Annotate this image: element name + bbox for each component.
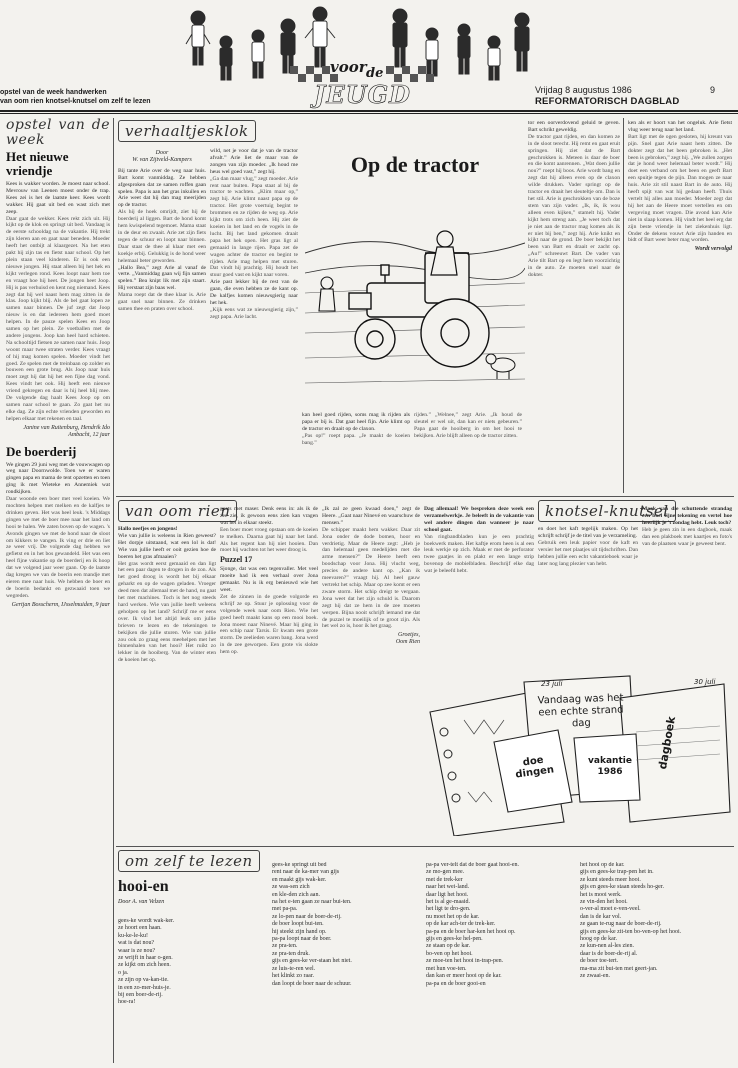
knotsel-section-title: knotsel-knutsel (538, 500, 676, 522)
zelflezen-headline: hooi-en (118, 878, 169, 895)
verhaaltje-title-block (302, 148, 528, 410)
verhaaltje-body8: Bart ligt met de ogen gesloten, hij kreunt van pijn. Snel gaat Arie naast hem zitten. De dokter zegt dat het been gebroken is. „Het been is gebroken,” zegt hij. „We zullen zorgen dat je hond weer helemaal beter wordt.” Hij doet een verband om het been en geeft Bart een spuitje tegen de pijn. Dan mogen ze naar huis. Arie zit stil naast Bart in de auto. Hij heeft spijt van wat hij gedaan heeft. Thuis vertelt hij alles aan moeder. Moeder zegt dat hij het aan de Heere moet vertellen en om vergeving moet vragen. Die avond kan Arie niet in slaap komen. Hij vindt het heel erg dat zijn beste vriendje in het ziekenhuis ligt. Onder de dekens vouwt Arie zijn handen en bidt of Bart weer beter mag worden. (628, 133, 732, 244)
oomrien-text3: „Ik zal ze geen kwaad doen,” zegt de Heere. „Gaat naar Ninevé en waarschuw de mensen.” (322, 506, 420, 526)
card-strand-dag: Vandaag was het een echte strand dag (537, 692, 624, 730)
oomrien-text4: Dag allemaal! We bespreken deze week een verzamelwerkje. Je beleeft in de vakantie van wel andere dingen dan wanneer je naar school gaat. (424, 506, 534, 533)
oomrien-body4: Van ringbandbladen kun je een prachtig boekwerk maken. Het kaftje erom heen is al een leuk werkje op zich. Maak er met de perforator twee gaatjes in en plakt er een lange strip bovenop de mobielbladen. Beschrijf elke dag wat je beleefd hebt. (424, 533, 534, 575)
logo-de: de (366, 66, 384, 81)
masthead-contents-line2: van oom rien knotsel-knutsel om zelf te lezen (0, 98, 151, 105)
opstel-column (6, 118, 110, 1063)
verhaaltje-col1 (118, 148, 206, 488)
opstel-section-title: opstel van de week (6, 118, 110, 148)
zelflezen-poem-col4: het hooi op de kar. gijs en gees-ke trap-pen het in. ze kunt steeds meer hooi. gijs en gees-ke staan steeds ho-ger. het is mooi werk. ze vin-den het hooi. o-ver-al moet e-ven-veel. dan is de kar vol. ze gaan te-rug naar de boer-de-rij. gijs en gees-ke zit-ten bo-ven-op het hooi. hoog op de kar. ze kun-nen al-les zien. daar is de boer-de-rij al. de boer toe-tert. ma-ma zit bui-ten met geert-jan. ze zwaai-en. (580, 862, 682, 980)
verhaaltje-header (118, 120, 256, 142)
zelflezen-poem-col2: gees-ke springt uit bed rent naar de ka-mer van gijs en maakt gijs wak-ker. ze was-sen zich en kle-den zich aan. na het e-ten gaan ze naar bui-ten. met pa-pa. ze lo-pen naar de boer-de-rij. de boer loopt bui-ten. hij steekt zijn hand op. pa-pa loopt naar de boer. ze pra-ten. ze pra-ten druk. gijs en gees-ke ver-staan het niet. ze luis-te-ren wel. het klinkt zo raar. dan loopt de boer naar de schuur. (272, 862, 352, 987)
verhaaltje-body2: Mama roept dat de thee klaar is. Arie gaat snel naar binnen. Ze drinken samen thee en praten over school. (118, 292, 206, 312)
verhaaltje-headline: Op de tractor (350, 152, 480, 177)
oomrien-section-title: van oom rien (118, 500, 237, 522)
verhaaltje-text6: tor een oorverdovend geluid te geven. Bart schrikt geweldig. (528, 120, 620, 133)
masthead-contents (0, 88, 172, 106)
knotsel-body1: Gebruik een leuk papier voor de kaft en versier het met plaatjes uit tijdschriften. Dan hebben jullie een echt vakantieboek waar je later nog lang plezier van hebt. (538, 539, 638, 567)
verhaaltje-col4 (414, 412, 522, 492)
card-doe-dingen: doe dingen (514, 754, 555, 781)
oomrien-col4 (424, 506, 534, 666)
verhaaltje-body1: Als hij de hoek omrijdt, ziet hij de boerderij al liggen. Bart de hond komt hem kwispelend tegemoet. Mama staat in de deur en zwaait. Arie zet zijn fiets tegen de schuur en loopt naar binnen. Daar staat de thee al klaar met een koekje erbij. Gelukkig is de hond weer helemaal beter geworden. (118, 209, 206, 264)
column-divider (113, 118, 114, 1063)
section-divider (116, 496, 734, 497)
logo-voor: voor (330, 58, 367, 76)
byline-prefix: Door (155, 150, 169, 156)
opstel-signature: Janine van Ruitenburg, Hendrik Ido Ambacht, 12 jaar (23, 424, 110, 438)
oomrien-text2: gaats met maser. Denk eens in: als ik de zee zie, ik gewoon eens zien kan vragen wat het in elkaar steekt. (220, 506, 318, 526)
zelflezen-section-title: om zelf te lezen (118, 850, 260, 872)
boerderij-intro: We gingen 29 juni weg met de vouwwagen op weg naar Doornwolde. Toen we er waren gingen papa en mama de tent opzetten en toen ging ik met Wieteke en Annemiek wat rondkijken. (6, 461, 110, 496)
puzzle-text: Sjonge, dat was een tegenvaller. Met veel moeite had ik een verhaal over Jona gemaakt. Nu is ik erg benieuwd wie het weet. (220, 566, 318, 593)
verhaaltje-body5: „Pas op!” roept papa. „Je maakt de koeien bang.” (302, 432, 410, 446)
byline-author: W. van Zijtveld-Kampers (132, 156, 192, 163)
newspaper-name: REFORMATORISCH DAGBLAD (535, 96, 680, 107)
page-number: 9 (710, 85, 716, 95)
knotsel-col1 (538, 526, 638, 656)
zelflezen-poem-col3: pa-pa ver-telt dat de boer gaat hooi-en. ze mo-gen mee. met de trek-ker naar het wei-land. daar ligt het hooi. het is al ge-maaid. het ligt te dro-gen. nu moet het op de kar. op de kar ach-ter de trek-ker. pa-pa en de boer har-ken het hooi op. gijs en gees-ke hel-pen. ze staan op de kar. bo-ven op het hooi. ze moe-ten het hooi in-trap-pen. met hun voe-ten. dan kan er meer hooi op de kar. pa-pa en de boer gooi-en (426, 862, 520, 987)
verhaaltje-text3: wild, net je voor dat je van de tractor afvalt.” Arie liet de maar van de zongen van zijn moeder. „Ik houd me heus wel goed vast,” zegt hij. (210, 148, 298, 175)
card-dagboek: dagboek (656, 715, 679, 771)
boerderij-headline: De boerderij (6, 443, 77, 459)
jeugd-logo (300, 60, 420, 110)
section-divider (116, 846, 734, 847)
verhaaltje-body6: rijden.” „Welnee,” zegt Arie. „Ik houd de sleutel er wel uit, dan kan er niets gebeuren.” Papa gaat de hooiberg in om het hooi te bekijken. Arie blijft alleen op de tractor zitten. (414, 412, 522, 439)
masthead (0, 0, 738, 118)
masthead-rule-thin (0, 113, 738, 114)
opstel-body: Daar gaat de wekker. Kees rekt zich uit. Hij kijkt op de klok en springt uit bed. Vandaag is de eerste schooldag na de vakantie. Hij trekt zijn kleren aan en gaat naar beneden. Moeder heeft het ontbijt al klaargezet. Na het eten pakt hij zijn tas en fietst naar school. Op het plein staan veel kinderen. Er is ook een nieuwe jongen. Hij staat alleen bij het hek en kijkt verlegen rond. Kees loopt naar hem toe en vraagt hoe hij heet. De jongen heet Joop. Hij is pas verhuisd en kent nog niemand. Kees zegt dat hij wel naast hem mag zitten in de klas. Joop kijkt blij. Als de bel gaat lopen ze samen naar binnen. De juf zegt dat Joop nieuw is en dat iedereen hem goed moet helpen. In de pauze spelen Kees en Joop samen op het plein. Ze voetballen met de andere jongens. Joop kan heel hard schieten. Na schooltijd fietsen ze samen naar huis. Joop woont maar twee straten verder. Kees vraagt of hij mag komen spelen. Moeder vindt het goed. Ze spelen met de treinbaan op zolder en bouwen een grote brug. Als Joop naar huis moet zegt hij dat hij het een fijne dag vond. Kees vindt het ook. Hij heeft een nieuwe vriend gekregen en daar is hij heel blij mee. De volgende dag haalt Kees Joop op om samen naar school te gaan. Zo gaat het nu elke dag. Ze zijn echte vrienden geworden en helpen elkaar met rekenen en taal. (6, 215, 110, 422)
masthead-contents-line1: opstel van de week handwerken (0, 89, 107, 96)
knotsel-text2: en doet het kaft tegelijk maken. Op het schrijft schrijf je de titel van je verzameling. (538, 526, 638, 539)
oomrien-col1 (118, 526, 216, 816)
verhaaltje-text5: kan heel goed rijden, soms mag ik rijden als papa er bij is. Dat gaat heel fijn. Arie klimt op de tractor en draait op de claxon. (302, 412, 410, 432)
verhaaltje-body7: De tractor gaat rijden, en dan komen ze in de sloot terecht. Hij remt en gaat eruit springen. Hij ziet dat de Bart geschrokken is. Meteen is daar de boer en die komt aanrennen. „Wat doen jullie nou?” roept hij boos. Arie wordt bang en zegt dat hij alleen even op de claxon wilde drukken. Vader springt op de tractor en draait het sleuteltje om. Dan is het stil. Arie is geschrokken van de boze stem van zijn vader. „Ik, ik, ik wou alleen even kijken,” stamelt hij. Vader kijkt hem streng aan. „Je weet toch dat je niet aan de tractor mag komen als ik er niet bij ben,” zegt hij. Arie knikt en kijkt naar de grond. De boer bekijkt het been van Bart en draait er zacht op. „Au!” schreeuwt Bart. De vader van Arie tilt Bart op en legt hem voorzichtig in de auto. Ze moeten snel naar de dokter. (528, 133, 620, 278)
verhaaltje-col5 (528, 120, 620, 492)
boerderij-signature: Gertjan Bosscherm, IJsselmuiden, 9 jaar (11, 601, 110, 608)
oomrien-col3 (322, 506, 420, 842)
verhaaltje-col2 (210, 148, 298, 488)
oomrien-body2: Een boer moet vroeg opstaan om de koeien te melken. Daarna gaat hij naar het land. Als het regent kan hij niet hooien. Dan moet hij wachten tot het weer droog is. (220, 526, 318, 554)
verhaaltje-text4: Arie past lekker bij de rest van de gaan, die even hebben ze de kant op. De kalfjes komen nieuwsgierig naar het hek. (210, 279, 298, 306)
logo-jeugd: JEUGD (314, 80, 411, 109)
oomrien-signoff: Groetjes, (398, 632, 420, 639)
oomrien-body1: Het gras wordt eerst gemaaid en dan ligt het een paar dagen te drogen in de zon. Als het goed droog is wordt het bij elkaar geharkt en op de wagen geladen. Vroeger deed men dat allemaal met de hand, nu gaat het met machines. Toch is het nog steeds hard werken. Wie van jullie heeft weleens geholpen op het land? Schrijf me er eens over. Ik vind het altijd leuk om jullie brieven te lezen en de tekeningen te bekijken die jullie sturen. Wie van jullie zou ook zo graag eens meehelpen met het binnenhalen van het hooi? Het ruikt zo lekker in de hooiberg. Van de winter eten de koeien het op. (118, 560, 216, 664)
oomrien-text1: Wie van jullie is weleens in Rien geweest? Het dorpje uitstaand, wat een lol is dat! Wie van jullie heeft er ooit gezien hoe de boeren het gras afmaaien? (118, 532, 216, 560)
puzzle-body: Zet de zinnen in de goede volgorde en schrijf ze op. Stuur je oplossing voor de volgende week naar oom Rien. Wie het goed heeft maakt kans op een mooi boek. Jona moest naar Ninevé. Maar hij ging in een schip naar Tarsis. Er kwam een grote storm. De zeelieden waren bang. Jona werd in de zee geworpen. Een grote vis slokte hem op. (220, 593, 318, 656)
verhaaltje-end-sign: Wordt vervolgd (694, 246, 732, 253)
verhaaltje-text7: ken als er hoort van het ongeluk. Arie fietst vlug weer terug naar het land. (628, 120, 732, 133)
tractor-illustration (305, 182, 525, 404)
masthead-rule (0, 110, 738, 112)
date-label-2: 30 juli (694, 678, 716, 686)
boerderij-body: Daar woonde een boer met veel koeien. We mochten helpen met melken en de kalfjes te drinken geven. Het was heel leuk. 's Middags gingen we met de boer mee naar het land om hooi te halen. We zaten boven op de wagen. 's Avonds gingen we met de hond naar de sloot om kikkers te vangen. Ik ving er drie en liet ze weer vrij. De volgende dag hebben we gefietst en in het bos gewandeld. Het was een heel fijne vakantie op de boerderij en ik hoop dat we volgend jaar weer gaan. Op de laatste dag kregen we van de boerin een mandje met eieren mee naar huis. We hebben de boer en de boerin bedankt en gezwaaid toen we wegreden. (6, 496, 110, 599)
dagboek-illustration (424, 672, 732, 836)
verhaaltje-body4: „Kijk eens wat ze nieuwsgierig zijn,” zegt papa. Arie lacht. (210, 306, 298, 320)
oomrien-col2 (220, 506, 318, 818)
opstel-headline: Het nieuwe vriendje (6, 149, 69, 178)
verhaaltje-section-title: verhaaltjesklok (118, 120, 256, 142)
zelflezen-title-block (118, 878, 268, 905)
oomrien-signoff-block (322, 632, 420, 646)
knotsel-col2 (642, 506, 732, 656)
verhaaltje-text1: Bij tante Arie over de weg naar huis. Bart komt vanmiddag. Ze hebben afgesproken dat ze samen roffen gaan spelen. Papa is aan het gras inkuilen en Arie weet dat hij dan mag meerijden op de tractor. (118, 167, 206, 209)
date-label-1: 23 juli (541, 680, 563, 688)
column-divider (623, 118, 624, 493)
knotsel-body2: Heb je geen zin in een dagboek, maak dan een plakboek met kaartjes en foto's van de plaatsen waar je geweest bent. (642, 526, 732, 547)
knotsel-text1: Maak van die schuttende strandag een boel fijne tekening en vertel hoe heerlijk je 't zondag hebt. Leuk toch? (642, 506, 732, 526)
verhaaltje-col3 (302, 412, 410, 492)
puzzle-title: Puzzel 17 (220, 555, 253, 565)
verhaaltje-col6 (628, 120, 732, 492)
zelflezen-byline: Door A. van Velzen (118, 899, 165, 905)
issue-date: Vrijdag 8 augustus 1986 (535, 85, 632, 95)
oomrien-signer: Oom Rien (395, 639, 420, 646)
verhaaltje-byline (118, 150, 206, 164)
card-vakantie: vakantie 1986 (588, 756, 632, 777)
verhaaltje-text2: „Hallo Bea,” zegt Arie al vanaf de verte. „Vanmiddag gaan wij fijn samen spelen.” Bea knipt lik met zijn staart. Hij verstaat zijn baas wel. (118, 264, 206, 292)
zelflezen-poem-col1: gees-ke wordt wak-ker. ze hoort een haan. ku-ke-le-ku! wat is dat nou? waar is ze nou? ze wrijft in haar o-gen. ze kijkt om zich heen. o ja. ze zijn op va-kan-tie. in een zo-mer-huis-je. bij een boer-de-rij. hoe-ra! (118, 918, 175, 1006)
verhaaltje-body3: „Ga dan maar vlug,” zegt moeder. Arie rent naar buiten. Papa staat al bij de tractor te wachten. „Klim maar op,” zegt hij. Arie klimt naast papa op de tractor. Het grote voertuig begint te brommen en ze rijden de weg op. Arie kijkt trots om zich heen. Hij ziet de koeien in het land en de vogels in de lucht. Bij het land gekomen draait papa het hek open. Het gras ligt al gemaaid in lange rijen. Papa zet de wagen achter de tractor en begint te rijden. Arie mag helpen met sturen. Dat vindt hij prachtig. Hij houdt het stuur goed vast en kijkt naar voren. (210, 175, 298, 279)
oomrien-greeting: Hallo neefjes en jongens! (118, 526, 178, 532)
opstel-intro: Kees is wakker worden. Je moest naar school. Mevrouw van Leenen moest onder de trap. Kees zei is het de laatste keer. Kees wordt wakker. Hij gaat uit bed en wast zich met zeep. (6, 181, 110, 215)
zelflezen-header (118, 850, 260, 872)
oomrien-body3: De schipper maakt hem wakker. Daar zit Jona onder de dode bomen, hoor en verdrietig. Maar de Heere zegt: „Heb je dan helemaal geen medelijden met die arme mensen?” De Heere heeft een boodschap voor Jona. Hij vlucht weg, precies de andere kant op. „Kan ik meevaren?” vraagt hij. Al heel gauw vertrekt het schip. Maar op zee komt er een zware storm. Het schip dreigt te vergaan. Jona weet dat het zijn schuld is. Daarom zegt hij dat ze hem in de zee moeten werpen. Bijna nooit schrijft iemand me dat de puzzel te moeilijk of te groot zijn. Als het wel zo is, hoor ik het graag. (322, 526, 420, 630)
